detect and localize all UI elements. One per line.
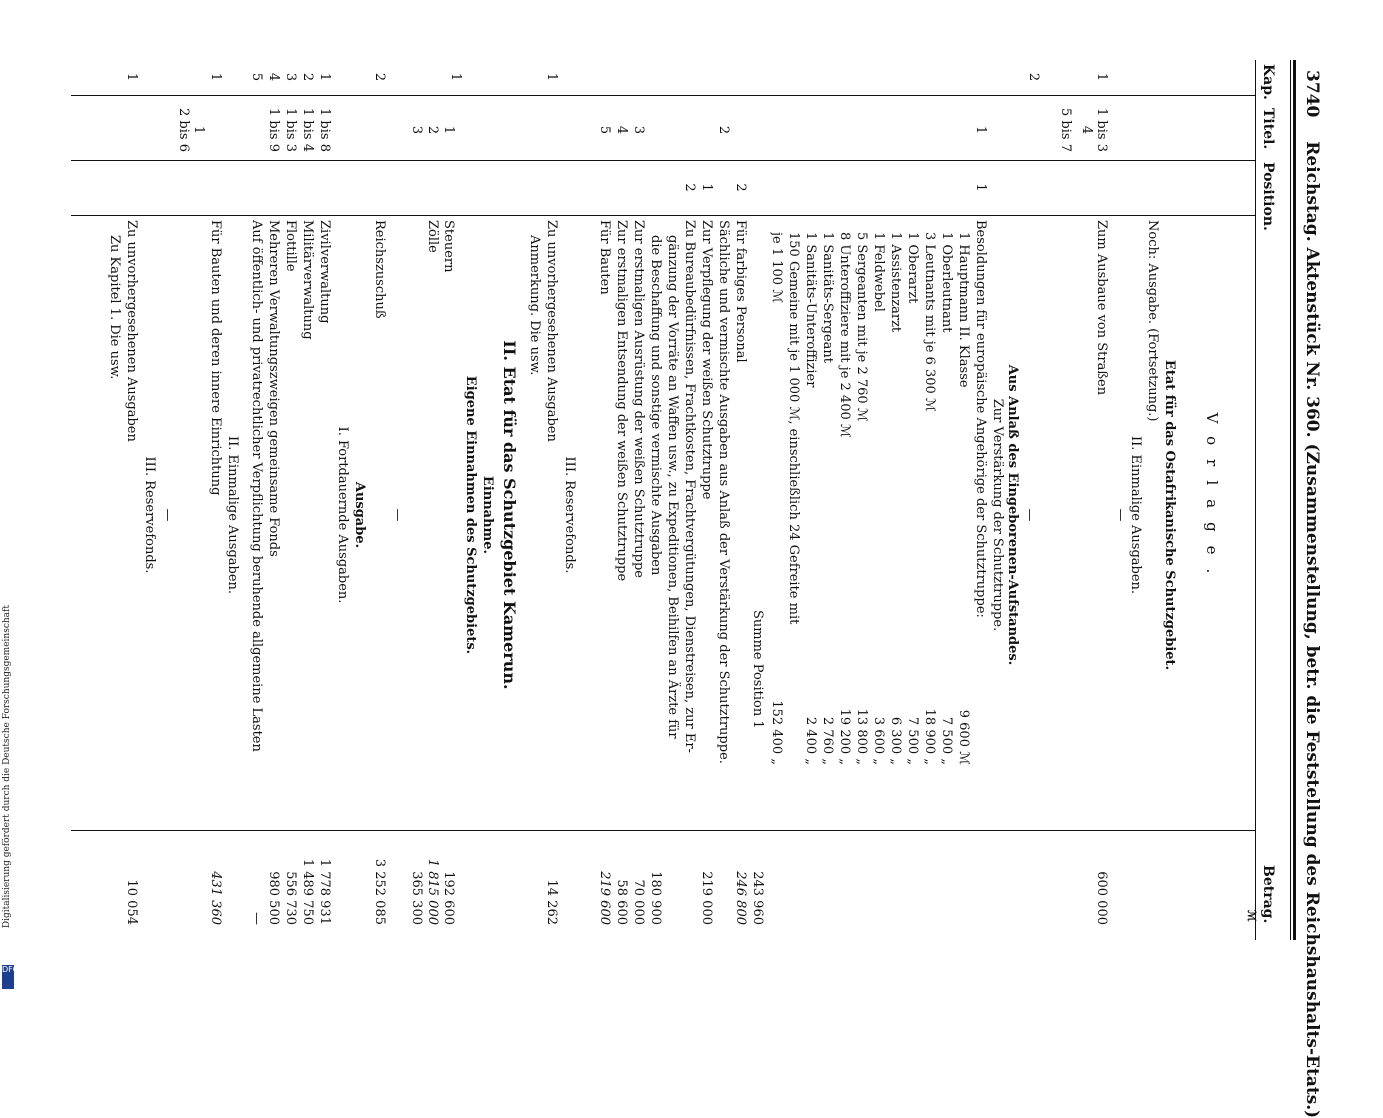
digitization-note: Digitalisierung gefördert durch die Deutsche Forschungsgemeinschaft xyxy=(2,605,12,929)
cell-text: Zur erstmaligen Ausrüstung der weißen Schutztruppe xyxy=(631,220,646,578)
item-subtotal: 19 200 „ xyxy=(837,708,852,765)
cell-kap: 1 xyxy=(208,72,223,82)
einnahme-heading: Einnahme. xyxy=(480,475,495,555)
table-row xyxy=(596,50,613,950)
ausgabe-heading: Ausgabe. xyxy=(352,481,367,549)
cell-text: Zölle xyxy=(425,220,440,253)
page-title: Reichstag. Aktenstück Nr. 360. (Zusammenstellung, betr. die Feststellung des Reichshaushalts-Etats.) xyxy=(1302,141,1322,1118)
cell-amount: 1 778 931 xyxy=(317,858,332,925)
summe-label: Summe Position 1 xyxy=(750,610,765,729)
item-text: 1 Sanitäts-Unteroffizier xyxy=(803,232,818,388)
cell-amount: 14 262 xyxy=(544,879,559,925)
fortdauernde-heading: I. Fortdauernde Ausgaben. xyxy=(335,426,350,604)
divider-dash: — xyxy=(1113,508,1128,522)
table-row xyxy=(819,50,836,950)
item-subtotal: 6 300 „ xyxy=(888,716,903,765)
cell-titel: 1 bis 8 xyxy=(317,108,332,152)
einmalige-heading: II. Einmalige Ausgaben. xyxy=(225,435,240,595)
cell-position: 2 xyxy=(733,183,748,192)
table-row xyxy=(853,50,870,950)
cell-text: Besoldungen für europäische Angehörige der Schutztruppe: xyxy=(973,220,988,618)
cell-kap: 2 xyxy=(300,72,315,82)
item-subtotal: 2 760 „ xyxy=(820,716,835,765)
item-subtotal: 7 500 „ xyxy=(905,716,920,765)
divider-dash: — xyxy=(1022,508,1037,522)
rotated-sheet xyxy=(56,50,1326,1118)
cell-titel: 4 xyxy=(614,125,629,135)
column-header-rule xyxy=(1255,60,1256,940)
cell-titel: 5 xyxy=(597,125,612,135)
item-subtotal: 3 600 „ xyxy=(871,716,886,765)
cell-text: Zivilverwaltung xyxy=(317,220,332,324)
cell-titel: 1 xyxy=(973,125,988,135)
cell-amount: 600 000 xyxy=(1094,871,1109,925)
cell-text: Zu Bureaubedürfnissen, Frachtkosten, Frachtvergütungen, Dienstreisen, zur Er- xyxy=(682,220,697,753)
item-text: 150 Gemeine mit je 1 000 ℳ, einschließlich 24 Gefreite mit xyxy=(786,232,801,625)
table-row xyxy=(248,50,265,950)
table-row xyxy=(1093,50,1110,950)
item-text: 5 Sergeanten mit je 2 760 ℳ xyxy=(854,232,869,422)
cell-titel: 1 bis 4 xyxy=(300,108,315,152)
col-titel: Titel. xyxy=(1260,108,1276,150)
cell-text: Zu unvorhergesehenen Ausgaben xyxy=(124,220,139,442)
cell-text: Flottille xyxy=(283,220,298,272)
cell-kap: 1 xyxy=(317,72,332,82)
item-subtotal: 18 900 „ xyxy=(922,708,937,765)
cell-text: Steuern xyxy=(441,220,456,273)
cell-kap: 5 xyxy=(249,72,264,82)
item-text: 1 Oberarzt xyxy=(905,232,920,304)
cell-amount: 431 360 xyxy=(208,871,223,925)
item-subtotal: 7 500 „ xyxy=(939,716,954,765)
section1-title: Etat für das Ostafrikanische Schutzgebiet. xyxy=(1162,359,1177,671)
cell-text: Mehreren Verwaltungszweigen gemeinsame Fonds xyxy=(266,220,281,557)
table-row xyxy=(408,50,425,950)
reserve-note-2: Zu Kapitel 1. Die usw. xyxy=(107,235,122,380)
reserve-heading: III. Reservefonds. xyxy=(562,456,577,574)
col-betrag: Betrag. xyxy=(1260,865,1276,924)
cell-text: Militärverwaltung xyxy=(300,220,315,340)
cell-kap: 3 xyxy=(283,72,298,82)
cell-amount: 246 800 xyxy=(733,871,748,925)
cell-text: Auf öffentlich- und privatrechtlicher Verpflichtung beruhende allgemeine Lasten xyxy=(249,220,264,752)
dfg-logo: DFG xyxy=(2,965,14,989)
table-row xyxy=(870,50,887,950)
cell-amount: 58 600 xyxy=(614,879,629,925)
cell-amount: 3 252 085 xyxy=(372,858,387,925)
cell-text: Zur erstmaligen Entsendung der weißen Schutztruppe xyxy=(614,220,629,582)
item-text: 1 Assistenzarzt xyxy=(888,232,903,333)
cell-amount: 980 500 xyxy=(266,871,281,925)
item-text: 3 Leutnants mit je 6 300 ℳ xyxy=(922,232,937,412)
cell-kap: 1 xyxy=(1094,72,1109,82)
table-row xyxy=(715,50,732,950)
item-subtotal: 9 600 ℳ xyxy=(956,709,971,765)
cell-kap: 4 xyxy=(266,72,281,82)
table-row xyxy=(1078,50,1095,950)
cell-titel: 2 bis 6 xyxy=(176,108,191,152)
cell-amount: 70 000 xyxy=(631,879,646,925)
cell-text: Zum Ausbaue von Straßen xyxy=(1094,220,1109,396)
cell-amount: 219 600 xyxy=(597,871,612,925)
item-text: 1 Hauptmann II. Klasse xyxy=(956,232,971,388)
table-row xyxy=(630,50,647,950)
table-row xyxy=(887,50,904,950)
cell-titel: 4 xyxy=(1079,125,1094,135)
table-row xyxy=(1057,50,1074,950)
table-row xyxy=(424,50,441,950)
reserve-note: Anmerkung. Die usw. xyxy=(527,235,542,376)
cell-titel: 1 bis 9 xyxy=(266,108,281,152)
cell-amount: 219 000 xyxy=(699,871,714,925)
table-row xyxy=(732,50,749,950)
table-row xyxy=(972,50,989,950)
cell-kap: 1 xyxy=(544,72,559,82)
cell-amount: 556 730 xyxy=(283,871,298,925)
col-kap: Kap. xyxy=(1260,64,1276,100)
table-row xyxy=(207,50,224,950)
reserve-heading-2: III. Reservefonds. xyxy=(142,456,157,574)
cell-titel: 1 xyxy=(191,125,206,135)
item-text: 8 Unteroffiziere mit je 2 400 ℳ xyxy=(837,232,852,438)
table-row xyxy=(698,50,715,950)
cell-text: die Beschaffung und sonstige vermischte Ausgaben xyxy=(648,235,663,576)
table-row xyxy=(802,50,819,950)
cell-text: Für Bauten xyxy=(597,220,612,295)
cell-amount: 1 815 000 xyxy=(425,858,440,925)
table-row xyxy=(836,50,853,950)
divider-dash: — xyxy=(160,508,175,522)
cell-text: Zu unvorhergesehenen Ausgaben xyxy=(544,220,559,442)
cell-titel: 3 xyxy=(409,125,424,135)
cell-amount: 192 600 xyxy=(441,871,456,925)
col-unit: ℳ xyxy=(1245,910,1258,922)
item-text: 1 Oberleutnant xyxy=(939,232,954,333)
table-row xyxy=(749,50,766,950)
cell-titel: 3 xyxy=(631,125,646,135)
cell-text: Reichszuschuß xyxy=(372,220,387,319)
table-row xyxy=(440,50,457,950)
item-subtotal: 152 400 „ xyxy=(769,700,784,765)
table-row xyxy=(371,50,388,950)
table-row xyxy=(647,50,664,950)
cell-kap: 2 xyxy=(372,72,387,82)
section1-heading: II. Einmalige Ausgaben. xyxy=(1128,435,1143,595)
cell-text: gänzung der Vorräte an Waffen usw., zu Expeditionen, Beihilfen an Ärzte für xyxy=(665,235,680,739)
section1-subtitle: Noch: Ausgabe. (Fortsetzung.) xyxy=(1145,220,1160,422)
cell-amount: 1 489 750 xyxy=(300,858,315,925)
anlass-title: Aus Anlaß des Eingeborenen-Aufstandes. xyxy=(1005,364,1020,666)
divider-dash: — xyxy=(390,508,405,522)
table-row xyxy=(123,50,140,950)
cell-titel: 1 xyxy=(441,125,456,135)
table-row xyxy=(921,50,938,950)
cell-titel: 1 bis 3 xyxy=(283,108,298,152)
table-row xyxy=(316,50,333,950)
item-text: 1 Feldwebel xyxy=(871,232,886,312)
cell-text: Sächliche und vermischte Ausgaben aus Anlaß der Verstärkung der Schutztruppe. xyxy=(716,220,731,764)
page-number: 3740 xyxy=(1302,70,1322,118)
table-row xyxy=(785,50,802,950)
cell-position: 2 xyxy=(682,183,697,192)
cell-text: Für farbiges Personal xyxy=(733,220,748,363)
table-row xyxy=(904,50,921,950)
section2-title: II. Etat für das Schutzgebiet Kamerun. xyxy=(500,340,519,690)
cell-amount: — xyxy=(249,912,264,925)
cell-kap: 2 xyxy=(1026,72,1041,82)
cell-kap: 1 xyxy=(448,72,463,82)
cell-text: Zur Verpflegung der weißen Schutztruppe xyxy=(699,220,714,500)
table-row xyxy=(613,50,630,950)
item-text: je 1 100 ℳ xyxy=(769,232,784,304)
cell-amount: 243 960 xyxy=(750,871,765,925)
cell-amount: 365 300 xyxy=(409,871,424,925)
cell-text: Für Bauten und deren innere Einrichtung xyxy=(208,220,223,496)
table-row xyxy=(664,50,681,950)
cell-amount: 180 900 xyxy=(648,871,663,925)
cell-titel: 5 bis 7 xyxy=(1058,108,1073,152)
table-row xyxy=(955,50,972,950)
item-text: 1 Sanitäts-Sergeant xyxy=(820,232,835,364)
vorlage-heading: Vorlage. xyxy=(1203,412,1221,588)
table-row xyxy=(299,50,316,950)
cell-titel: 1 bis 3 xyxy=(1094,108,1109,152)
item-subtotal: 2 400 „ xyxy=(803,716,818,765)
page-header xyxy=(1302,70,1322,1118)
table-row xyxy=(681,50,698,950)
cell-amount: 10 054 xyxy=(124,879,139,925)
item-subtotal: 13 800 „ xyxy=(854,708,869,765)
anlass-subtitle: Zur Verstärkung der Schutztruppe. xyxy=(990,398,1005,632)
cell-position: 1 xyxy=(699,183,714,192)
table-row xyxy=(543,50,560,950)
eigene-heading: Eigene Einnahmen des Schutzgebiets. xyxy=(463,375,478,655)
cell-titel: 2 xyxy=(425,125,440,135)
cell-kap: 1 xyxy=(124,72,139,82)
header-rule xyxy=(1293,60,1296,940)
table-row xyxy=(768,50,785,950)
cell-position: 1 xyxy=(973,183,988,192)
table-row xyxy=(265,50,282,950)
header-rule-thin xyxy=(1290,60,1291,940)
table-row xyxy=(938,50,955,950)
table-row xyxy=(282,50,299,950)
col-position: Position. xyxy=(1260,162,1276,231)
cell-titel: 2 xyxy=(716,125,731,135)
